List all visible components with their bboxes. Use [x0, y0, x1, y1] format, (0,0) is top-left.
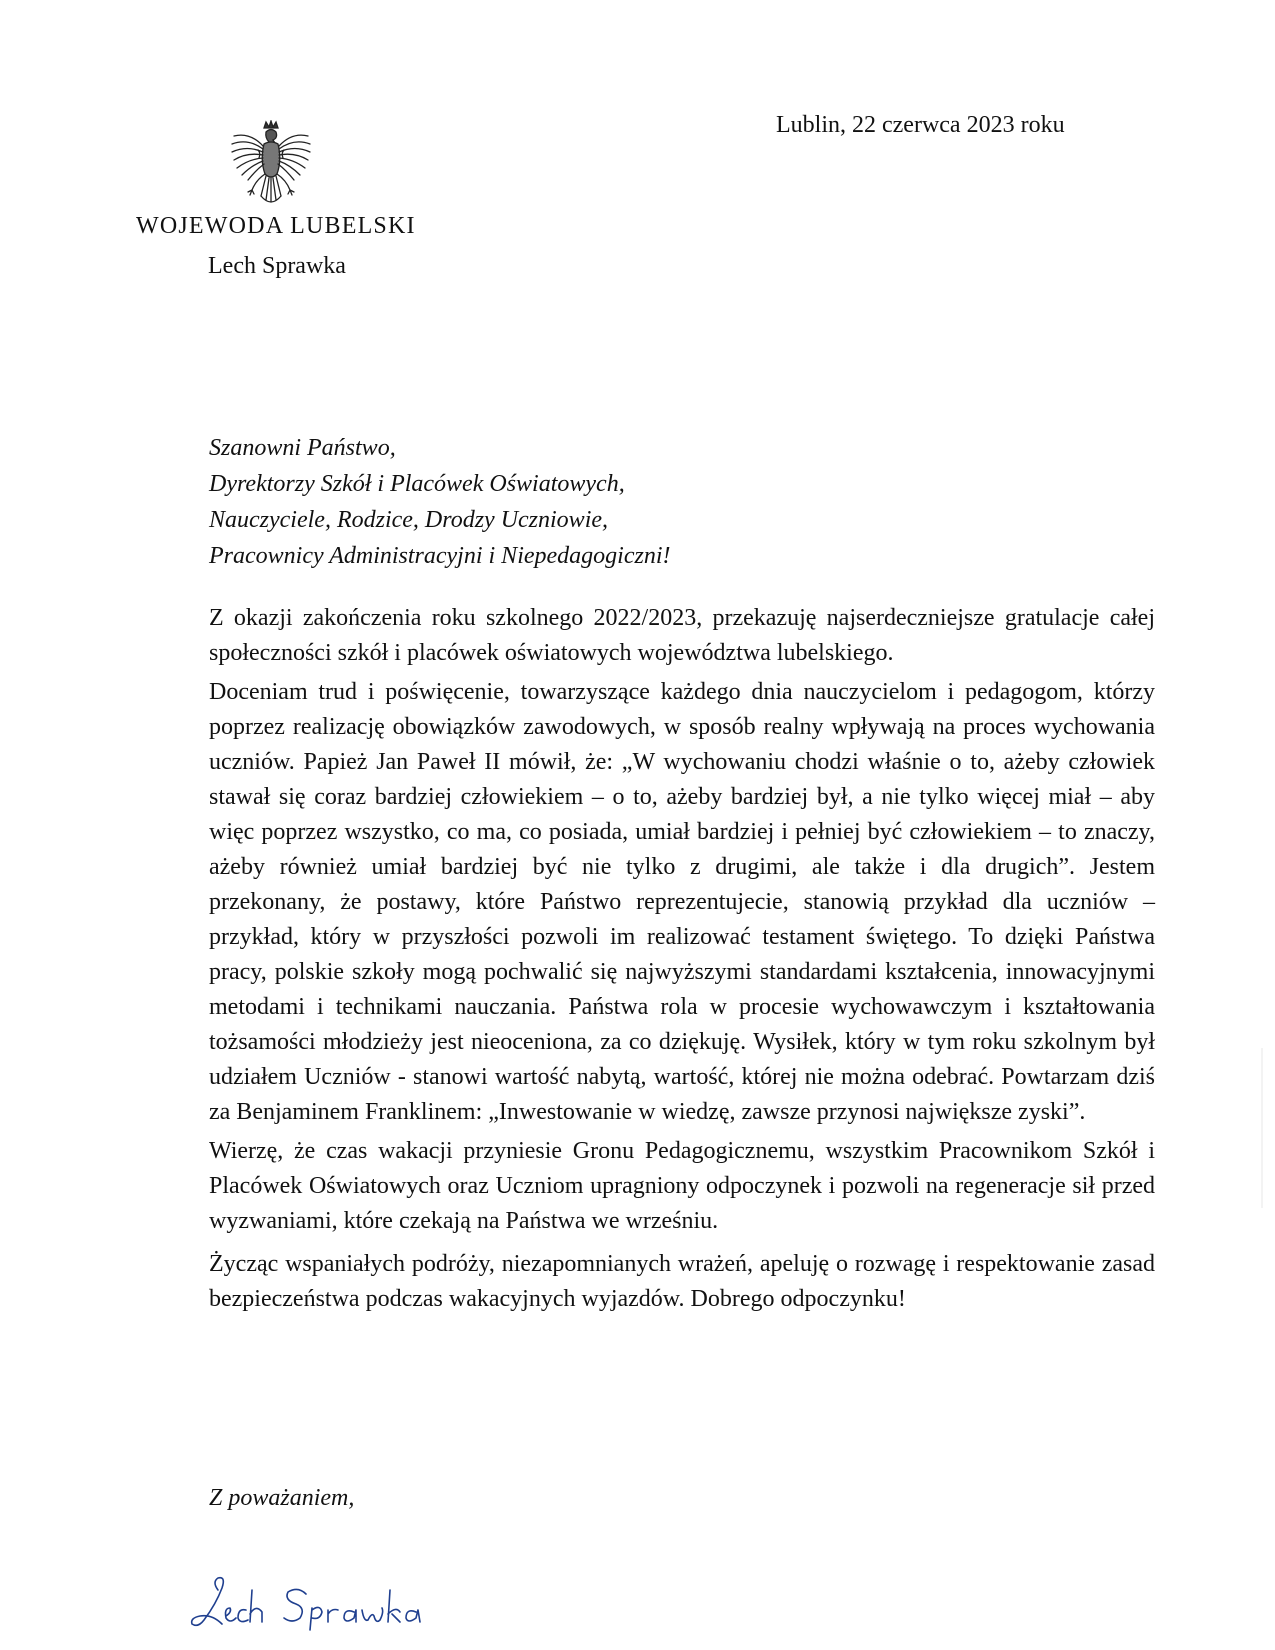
date-line: Lublin, 22 czerwca 2023 roku: [776, 112, 1065, 138]
closing-phrase: Z poważaniem,: [209, 1485, 355, 1511]
body-paragraph: Doceniam trud i poświęcenie, towarzyszące każdego dnia nauczycielom i pedagogom, którzy poprzez realizację obowiązków zawodowych, w sposób realny wpływają na proces wychowania uczniów. Papież Jan Paweł II mówił, że: „W wychowaniu chodzi właśnie o to, ażeby człowiek stawał się coraz bardziej człowiekiem – o to, ażeby bardziej był, a nie tylko więcej miał – aby więc poprzez wszystko, co ma, co posiada, umiał bardziej i pełniej być człowiekiem – to znaczy, ażeby również umiał bardziej być nie tylko z drugimi, ale także i dla drugich”. Jestem przekonany, że postawy, które Państwo reprezentujecie, stanowią przykład dla uczniów – przykład, który w przyszłości pozwoli im realizować testament świętego. To dzięki Państwa pracy, polskie szkoły mogą pochwalić się najwyższymi standardami kształcenia, innowacyjnymi metodami i technikami nauczania. Państwa rola w procesie wychowawczym i kształtowania tożsamości młodzieży jest nieoceniona, za co dziękuję. Wysiłek, który w tym roku szkolnym był udziałem Uczniów - stanowi wartość nabytą, wartość, której nie można odebrać. Powtarzam dziś za Benjaminem Franklinem: „Inwestowanie w wiedzę, zawsze przynosi największe zyski”.: [209, 679, 1155, 1125]
salutation-line: Pracownicy Administracyjni i Niepedagogiczni!: [209, 543, 671, 569]
body-paragraph: Wierzę, że czas wakacji przyniesie Gronu Pedagogicznemu, wszystkim Pracownikom Szkół i Placówek Oświatowych oraz Uczniom upragniony odpoczynek i pozwoli na regeneracje sił przed wyzwaniami, które czekają na Państwa we wrześniu.: [209, 1138, 1155, 1234]
official-name: Lech Sprawka: [208, 253, 346, 279]
salutation-line: Dyrektorzy Szkół i Placówek Oświatowych,: [209, 471, 625, 497]
body-paragraph: Z okazji zakończenia roku szkolnego 2022/2023, przekazuję najserdeczniejsze gratulacje całej społeczności szkół i placówek oświatowych województwa lubelskiego.: [209, 605, 1155, 666]
body-paragraph: Życząc wspaniałych podróży, niezapomnianych wrażeń, apeluję o rozwagę i respektowanie zasad bezpieczeństwa podczas wakacyjnych wyjazdów. Dobrego odpoczynku!: [209, 1251, 1155, 1312]
office-title: WOJEWODA LUBELSKI: [136, 213, 416, 239]
scan-artifact: [1261, 1048, 1263, 1208]
salutation-line: Szanowni Państwo,: [209, 435, 396, 461]
salutation-line: Nauczyciele, Rodzice, Drodzy Uczniowie,: [209, 507, 609, 533]
handwritten-signature: [188, 1568, 428, 1636]
salutation: [209, 430, 670, 574]
letter-body: [209, 601, 1155, 1317]
white-eagle-emblem-icon: [228, 120, 314, 212]
